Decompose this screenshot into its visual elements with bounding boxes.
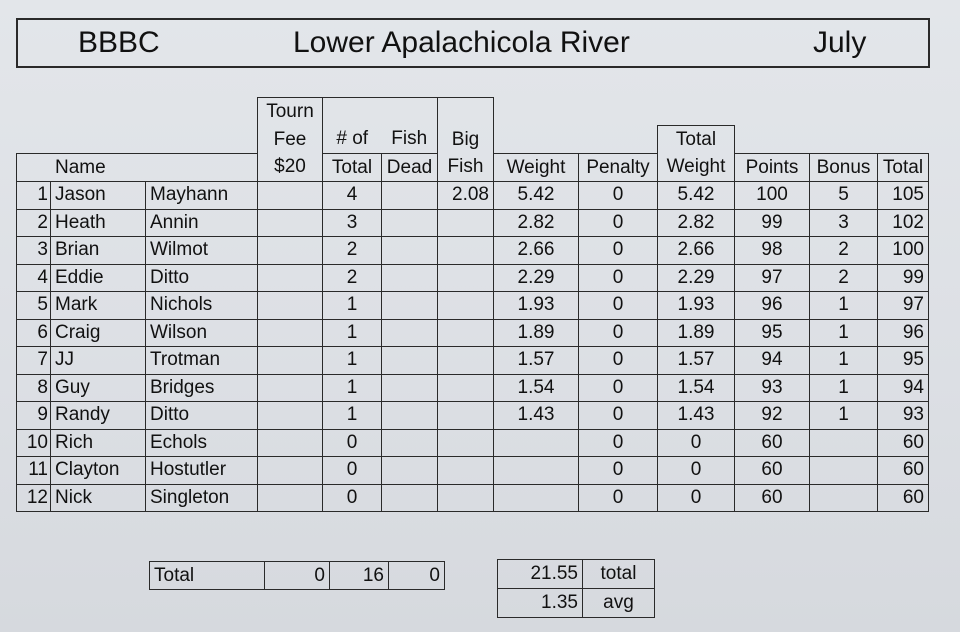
total-weight-cell: 1.93 — [658, 292, 735, 320]
fee-cell — [258, 292, 323, 320]
bonus-cell: 2 — [810, 264, 878, 292]
weight-cell — [494, 457, 579, 485]
fee-cell — [258, 374, 323, 402]
table-row — [17, 484, 929, 512]
first-name-cell: Randy — [51, 402, 146, 430]
col-fish-total-label: Total — [323, 154, 382, 182]
weight-cell: 1.43 — [494, 402, 579, 430]
big-fish-cell — [438, 237, 494, 265]
table-row — [17, 429, 929, 457]
total-weight-cell: 1.89 — [658, 319, 735, 347]
first-name-cell: Clayton — [51, 457, 146, 485]
fee-cell — [258, 264, 323, 292]
penalty-cell: 0 — [579, 264, 658, 292]
weight-total-row — [498, 560, 655, 589]
first-name-cell: Eddie — [51, 264, 146, 292]
fish-total-cell: 0 — [323, 429, 382, 457]
fish-dead-cell — [382, 292, 438, 320]
table-row — [17, 264, 929, 292]
summary-table — [149, 561, 445, 590]
rank-cell: 5 — [17, 292, 51, 320]
weight-cell: 2.66 — [494, 237, 579, 265]
fish-total-cell: 3 — [323, 209, 382, 237]
total-weight-cell: 0 — [658, 484, 735, 512]
penalty-cell: 0 — [579, 182, 658, 210]
fish-total-cell: 1 — [323, 402, 382, 430]
total-weight-cell: 1.43 — [658, 402, 735, 430]
col-grand-total-label: Total — [878, 154, 929, 182]
fish-dead-cell — [382, 264, 438, 292]
weight-avg-label: avg — [583, 589, 655, 618]
rank-cell: 6 — [17, 319, 51, 347]
penalty-cell: 0 — [579, 209, 658, 237]
weight-cell — [494, 484, 579, 512]
first-name-cell: Jason — [51, 182, 146, 210]
first-name-cell: Rich — [51, 429, 146, 457]
table-row — [17, 457, 929, 485]
penalty-cell: 0 — [579, 347, 658, 375]
big-fish-cell — [438, 374, 494, 402]
big-fish-cell — [438, 347, 494, 375]
bonus-cell: 1 — [810, 402, 878, 430]
weight-avg-value: 1.35 — [498, 589, 583, 618]
summary-dead: 0 — [389, 562, 445, 590]
grand-total-cell: 99 — [878, 264, 929, 292]
total-weight-cell: 0 — [658, 457, 735, 485]
bonus-cell — [810, 457, 878, 485]
grand-total-cell: 105 — [878, 182, 929, 210]
rank-cell: 10 — [17, 429, 51, 457]
bonus-cell: 5 — [810, 182, 878, 210]
fish-dead-cell — [382, 402, 438, 430]
summary-fee: 0 — [265, 562, 330, 590]
col-total-weight-label: Weight — [658, 154, 735, 182]
fee-cell — [258, 237, 323, 265]
col-weight-label: Weight — [494, 154, 579, 182]
col-tourn-label: Tourn — [258, 98, 323, 126]
total-weight-cell: 0 — [658, 429, 735, 457]
fish-dead-cell — [382, 209, 438, 237]
fish-total-cell: 0 — [323, 457, 382, 485]
rank-cell: 8 — [17, 374, 51, 402]
rank-cell: 7 — [17, 347, 51, 375]
points-cell: 94 — [735, 347, 810, 375]
last-name-cell: Echols — [146, 429, 258, 457]
col-fish-dead-label: Dead — [382, 154, 438, 182]
first-name-cell: Mark — [51, 292, 146, 320]
table-row — [17, 237, 929, 265]
weight-cell: 1.54 — [494, 374, 579, 402]
bonus-cell: 1 — [810, 374, 878, 402]
rank-cell: 11 — [17, 457, 51, 485]
results-body — [17, 182, 929, 512]
rank-cell: 1 — [17, 182, 51, 210]
table-row — [17, 374, 929, 402]
total-weight-cell: 2.66 — [658, 237, 735, 265]
bonus-cell — [810, 484, 878, 512]
fish-dead-cell — [382, 457, 438, 485]
first-name-cell: Heath — [51, 209, 146, 237]
total-weight-cell: 2.29 — [658, 264, 735, 292]
weight-cell: 1.93 — [494, 292, 579, 320]
first-name-cell: Guy — [51, 374, 146, 402]
summary-fish: 16 — [330, 562, 389, 590]
fee-cell — [258, 319, 323, 347]
first-name-cell: JJ — [51, 347, 146, 375]
bonus-cell: 1 — [810, 347, 878, 375]
penalty-cell: 0 — [579, 319, 658, 347]
header-row-3 — [17, 154, 929, 182]
penalty-cell: 0 — [579, 237, 658, 265]
grand-total-cell: 102 — [878, 209, 929, 237]
first-name-cell: Nick — [51, 484, 146, 512]
col-penalty-label: Penalty — [579, 154, 658, 182]
fish-total-cell: 2 — [323, 264, 382, 292]
rank-cell: 9 — [17, 402, 51, 430]
big-fish-cell — [438, 209, 494, 237]
rank-cell: 4 — [17, 264, 51, 292]
venue-name: Lower Apalachicola River — [293, 26, 630, 59]
grand-total-cell: 93 — [878, 402, 929, 430]
points-cell: 95 — [735, 319, 810, 347]
penalty-cell: 0 — [579, 292, 658, 320]
grand-total-cell: 96 — [878, 319, 929, 347]
rank-cell: 12 — [17, 484, 51, 512]
fish-dead-cell — [382, 374, 438, 402]
col-fee-amount: $20 — [258, 154, 323, 182]
weight-avg-row — [498, 589, 655, 618]
fish-total-cell: 2 — [323, 237, 382, 265]
table-row — [17, 209, 929, 237]
points-cell: 93 — [735, 374, 810, 402]
total-weight-cell: 1.57 — [658, 347, 735, 375]
first-name-cell: Brian — [51, 237, 146, 265]
rank-cell: 3 — [17, 237, 51, 265]
table-row — [17, 182, 929, 210]
last-name-cell: Hostutler — [146, 457, 258, 485]
last-name-cell: Mayhann — [146, 182, 258, 210]
fish-total-cell: 1 — [323, 347, 382, 375]
points-cell: 99 — [735, 209, 810, 237]
table-row — [17, 319, 929, 347]
fee-cell — [258, 484, 323, 512]
fee-cell — [258, 457, 323, 485]
points-cell: 96 — [735, 292, 810, 320]
fish-dead-cell — [382, 484, 438, 512]
weight-cell: 2.29 — [494, 264, 579, 292]
big-fish-cell — [438, 484, 494, 512]
club-name: BBBC — [78, 26, 160, 59]
fish-total-cell: 4 — [323, 182, 382, 210]
big-fish-cell — [438, 292, 494, 320]
fish-total-cell: 1 — [323, 374, 382, 402]
points-cell: 60 — [735, 457, 810, 485]
penalty-cell: 0 — [579, 374, 658, 402]
last-name-cell: Wilson — [146, 319, 258, 347]
sheet-header — [16, 18, 930, 68]
weight-total-value: 21.55 — [498, 560, 583, 589]
last-name-cell: Singleton — [146, 484, 258, 512]
grand-total-cell: 60 — [878, 484, 929, 512]
fee-cell — [258, 402, 323, 430]
big-fish-cell — [438, 264, 494, 292]
header-row-1 — [17, 98, 929, 126]
results-table — [16, 97, 929, 512]
penalty-cell: 0 — [579, 402, 658, 430]
fish-dead-cell — [382, 347, 438, 375]
big-fish-cell — [438, 402, 494, 430]
points-cell: 97 — [735, 264, 810, 292]
fish-total-cell: 0 — [323, 484, 382, 512]
grand-total-cell: 100 — [878, 237, 929, 265]
summary-label: Total — [150, 562, 265, 590]
fish-total-cell: 1 — [323, 319, 382, 347]
weight-total-label: total — [583, 560, 655, 589]
last-name-cell: Trotman — [146, 347, 258, 375]
fee-cell — [258, 182, 323, 210]
bonus-cell: 1 — [810, 292, 878, 320]
grand-total-cell: 97 — [878, 292, 929, 320]
fee-cell — [258, 209, 323, 237]
total-weight-cell: 5.42 — [658, 182, 735, 210]
fish-dead-cell — [382, 182, 438, 210]
total-weight-cell: 1.54 — [658, 374, 735, 402]
grand-total-cell: 60 — [878, 429, 929, 457]
first-name-cell: Craig — [51, 319, 146, 347]
fish-dead-cell — [382, 237, 438, 265]
points-cell: 98 — [735, 237, 810, 265]
table-row — [17, 347, 929, 375]
last-name-cell: Bridges — [146, 374, 258, 402]
col-bonus-label: Bonus — [810, 154, 878, 182]
weight-cell: 1.57 — [494, 347, 579, 375]
table-row — [17, 292, 929, 320]
big-fish-cell — [438, 429, 494, 457]
bonus-cell — [810, 429, 878, 457]
penalty-cell: 0 — [579, 457, 658, 485]
col-big-label: Big — [438, 126, 494, 154]
total-weight-cell: 2.82 — [658, 209, 735, 237]
col-fee-label: Fee — [258, 126, 323, 154]
event-month: July — [813, 26, 867, 59]
weight-cell: 2.82 — [494, 209, 579, 237]
weight-cell — [494, 429, 579, 457]
col-name-label: Name — [17, 154, 258, 182]
col-total-weight-top: Total — [658, 126, 735, 154]
fish-total-cell: 1 — [323, 292, 382, 320]
last-name-cell: Ditto — [146, 264, 258, 292]
last-name-cell: Ditto — [146, 402, 258, 430]
big-fish-cell — [438, 319, 494, 347]
last-name-cell: Wilmot — [146, 237, 258, 265]
col-points-label: Points — [735, 154, 810, 182]
fee-cell — [258, 347, 323, 375]
fee-cell — [258, 429, 323, 457]
bonus-cell: 1 — [810, 319, 878, 347]
points-cell: 100 — [735, 182, 810, 210]
big-fish-cell — [438, 457, 494, 485]
table-row — [17, 402, 929, 430]
big-fish-cell: 2.08 — [438, 182, 494, 210]
points-cell: 60 — [735, 429, 810, 457]
bonus-cell: 2 — [810, 237, 878, 265]
penalty-cell: 0 — [579, 484, 658, 512]
col-big-fish-label: Fish — [438, 154, 494, 182]
bonus-cell: 3 — [810, 209, 878, 237]
weight-cell: 1.89 — [494, 319, 579, 347]
summary-row — [150, 562, 445, 590]
last-name-cell: Nichols — [146, 292, 258, 320]
grand-total-cell: 60 — [878, 457, 929, 485]
grand-total-cell: 94 — [878, 374, 929, 402]
col-num-of-label: # of — [323, 126, 382, 154]
grand-total-cell: 95 — [878, 347, 929, 375]
header-row-2 — [17, 126, 929, 154]
points-cell: 92 — [735, 402, 810, 430]
fish-dead-cell — [382, 429, 438, 457]
penalty-cell: 0 — [579, 429, 658, 457]
fish-dead-cell — [382, 319, 438, 347]
weight-summary-table — [497, 559, 655, 618]
rank-cell: 2 — [17, 209, 51, 237]
weight-cell: 5.42 — [494, 182, 579, 210]
last-name-cell: Annin — [146, 209, 258, 237]
points-cell: 60 — [735, 484, 810, 512]
col-fish-label: Fish — [382, 126, 438, 154]
